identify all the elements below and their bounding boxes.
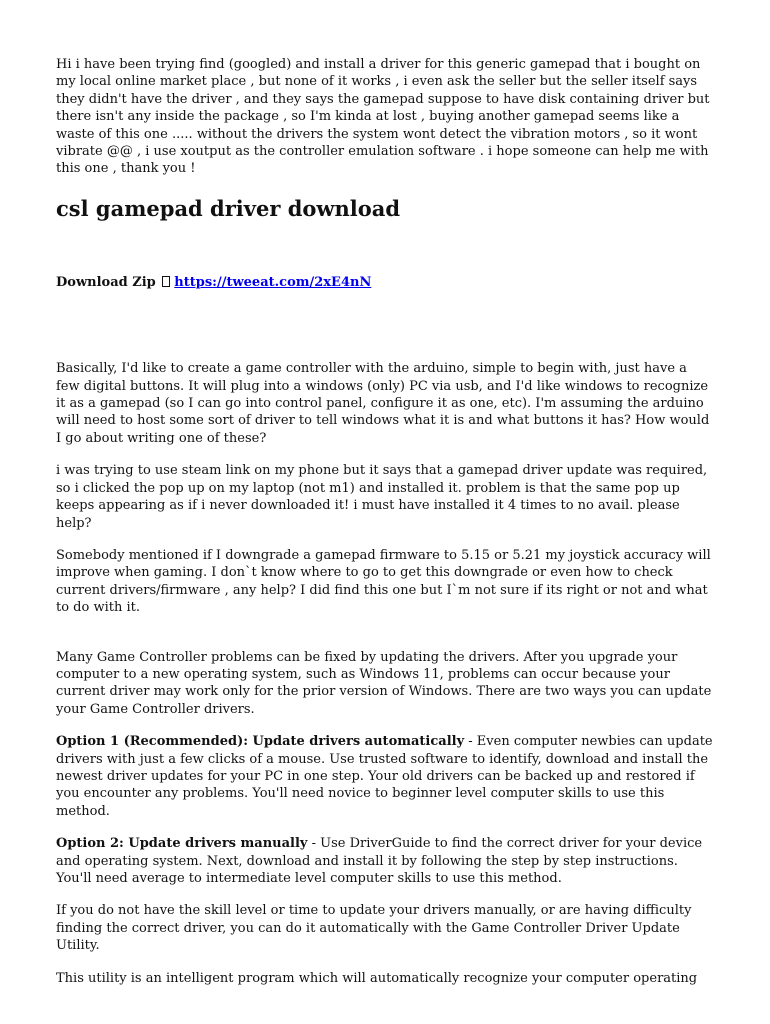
- paragraph-steam-link: i was trying to use steam link on my phone but it says that a gamepad driver update was required, so i clicked the pop up on my laptop (not m1) and installed it. problem is that the same pop up keeps appearing as if i never downloaded it! i must have installed it 4 times to no avail. please help?: [56, 463, 708, 531]
- paragraph-game-controller: Many Game Controller problems can be fixed by updating the drivers. After you upgrade your computer to a new operating system, such as Windows 11, problems can occur because your current driver may work only for the prior version of Windows. There are two ways you can update your Game Controller drivers.: [56, 649, 712, 717]
- download-link[interactable]: https://tweeat.com/2xE4nN: [174, 274, 372, 290]
- option-1-text: - Even computer newbies can update drivers with just a few clicks of a mouse. Use trusted software to identify, download and install the newest driver updates for your PC in one step. Your old drivers can be backed up and restored if you encounter any problems. You'll need novice to beginner level computer skills to use this method.: [56, 734, 713, 819]
- option-2-label: Option 2: Update drivers manually: [56, 836, 308, 852]
- download-label: Download Zip: [56, 274, 156, 290]
- option-1-label: Option 1 (Recommended): Update drivers automatically: [56, 734, 465, 750]
- download-line: [56, 274, 714, 291]
- page-title: csl gamepad driver download: [56, 195, 401, 221]
- option-2-text: - Use DriverGuide to find the correct driver for your device and operating system. Next, download and install it by following the step by step instructions. You'll need average to intermediate level computer skills to use this method.: [56, 836, 703, 886]
- paragraph-intelligent-program: This utility is an intelligent program which will automatically recognize your computer operating: [56, 970, 698, 986]
- missing-glyph-icon: [162, 276, 170, 287]
- paragraph-update-utility: If you do not have the skill level or time to update your drivers manually, or are having difficulty finding the correct driver, you can do it automatically with the Game Controller Driver Update Utility.: [56, 903, 692, 954]
- intro-paragraph: Hi i have been trying find (googled) and install a driver for this generic gamepad that i bought on my local online market place , but none of it works , i even ask the seller but the seller itself says they didn't have the driver , and they says the gamepad suppose to have disk containing driver but there isn't any inside the package , so I'm kinda at lost , buying another gamepad seems like a waste of this one ..... without the drivers the system wont detect the vibration motors , so it wont vibrate @@ , i use xoutput as the controller emulation software . i hope someone can help me with this one , thank you !: [56, 57, 710, 177]
- paragraph-option-1: [56, 733, 714, 820]
- paragraph-arduino: Basically, I'd like to create a game controller with the arduino, simple to begin with, just have a few digital buttons. It will plug into a windows (only) PC via usb, and I'd like windows to recognize it as a gamepad (so I can go into control panel, configure it as one, etc). I'm assuming the arduino will need to host some sort of driver to tell windows what it is and what buttons it has? How would I go about writing one of these?: [56, 361, 710, 446]
- paragraph-firmware: Somebody mentioned if I downgrade a gamepad firmware to 5.15 or 5.21 my joystick accuracy will improve when gaming. I don`t know where to go to get this downgrade or even how to check current drivers/firmware , any help? I did find this one but I`m not sure if its right or not and what to do with it.: [56, 547, 711, 616]
- paragraph-option-2: [56, 835, 714, 887]
